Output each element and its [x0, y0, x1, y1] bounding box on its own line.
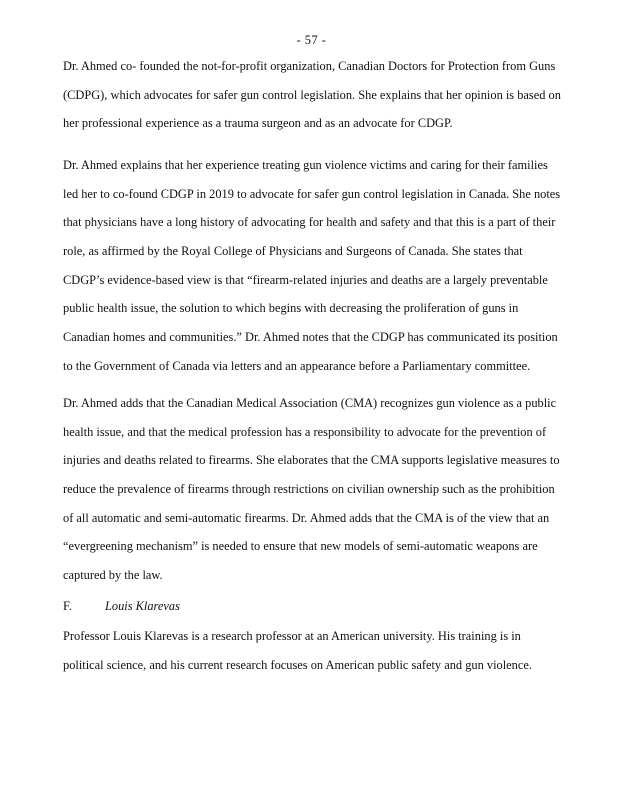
section-heading-title: Louis Klarevas	[105, 599, 180, 613]
text-line: of all automatic and semi-automatic firearms. Dr. Ahmed adds that the CMA is of the view that an	[63, 510, 550, 525]
text-line: captured by the law.	[63, 568, 163, 583]
paragraph-3	[63, 389, 573, 590]
text-line: led her to co-found CDGP in 2019 to advocate for safer gun control legislation in Canada. She notes	[63, 186, 561, 201]
text-line: that physicians have a long history of advocating for health and safety and that this is a part of their	[63, 215, 556, 230]
text-line: “evergreening mechanism” is needed to ensure that new models of semi-automatic weapons are	[63, 539, 538, 554]
text-line: (CDPG), which advocates for safer gun control legislation. She explains that her opinion is based on	[63, 87, 561, 102]
text-line: reduce the prevalence of firearms through restrictions on civilian ownership such as the prohibition	[63, 482, 555, 497]
text-line: Dr. Ahmed co- founded the not-for-profit organization, Canadian Doctors for Protection from Guns	[63, 59, 556, 73]
paragraph-1	[63, 52, 573, 138]
section-heading-letter: F.	[63, 599, 72, 613]
text-line: Professor Louis Klarevas is a research professor at an American university. His training is in	[63, 629, 521, 643]
page-number: - 57 -	[296, 33, 327, 47]
text-line: role, as affirmed by the Royal College of Physicians and Surgeons of Canada. She states that	[63, 244, 523, 259]
section-heading	[63, 592, 573, 621]
paragraph-4	[63, 622, 573, 679]
text-line: injuries and deaths related to firearms. She elaborates that the CMA supports legislative measures to	[63, 453, 560, 468]
text-line: Dr. Ahmed explains that her experience treating gun violence victims and caring for their families	[63, 158, 548, 172]
text-line: political science, and his current research focuses on American public safety and gun violence.	[63, 657, 532, 672]
text-line: Dr. Ahmed adds that the Canadian Medical Association (CMA) recognizes gun violence as a public	[63, 396, 557, 410]
text-line: public health issue, the solution to which begins with decreasing the proliferation of guns in	[63, 301, 519, 316]
text-line: her professional experience as a trauma surgeon and as an advocate for CDGP.	[63, 116, 453, 131]
paragraph-2	[63, 151, 573, 381]
text-line: CDGP’s evidence-based view is that “firearm-related injuries and deaths are a largely preventable	[63, 272, 548, 287]
text-line: health issue, and that the medical profession has a responsibility to advocate for the prevention of	[63, 424, 547, 439]
text-line: to the Government of Canada via letters and an appearance before a Parliamentary committee.	[63, 358, 531, 373]
text-line: Canadian homes and communities.” Dr. Ahmed notes that the CDGP has communicated its position	[63, 330, 558, 345]
